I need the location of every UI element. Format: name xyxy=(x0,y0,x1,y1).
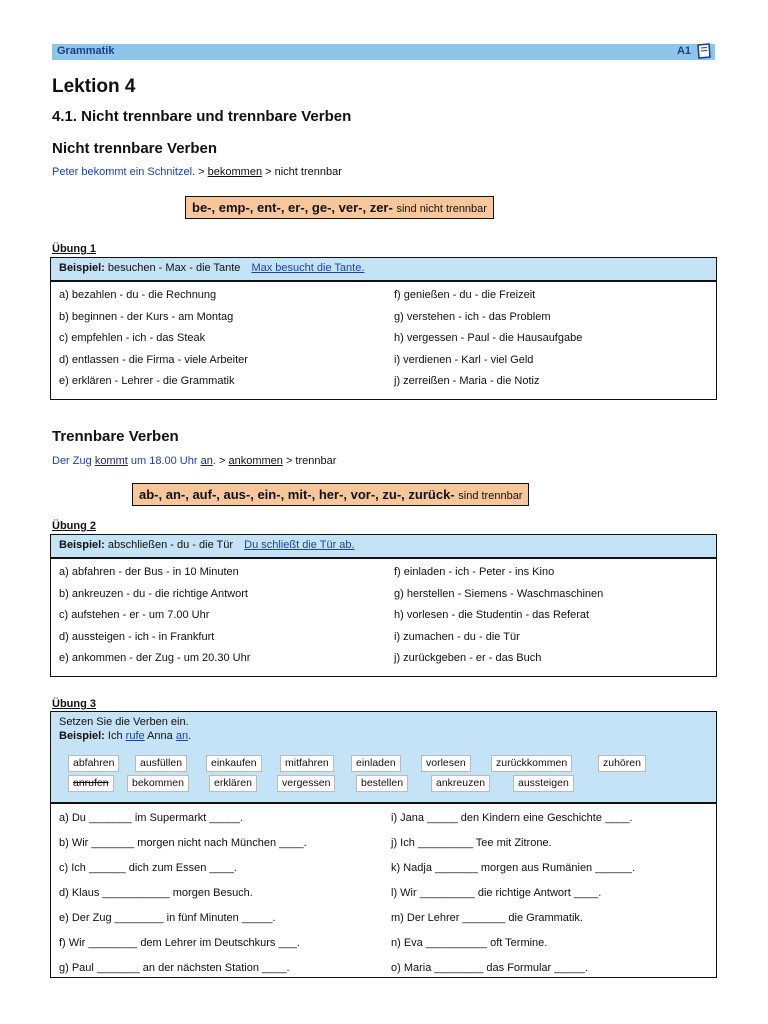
verb-chip: einladen xyxy=(351,755,401,772)
item-left: e) Der Zug ________ in fünf Minuten _____. xyxy=(59,912,276,924)
section-label: Grammatik xyxy=(57,45,115,57)
item-left: c) empfehlen - ich - das Steak xyxy=(59,332,206,344)
item-left: g) Paul _______ an der nächsten Station ____. xyxy=(59,962,290,974)
item-left: e) ankommen - der Zug - um 20.30 Uhr xyxy=(59,652,251,664)
verb-chip: ankreuzen xyxy=(431,775,490,792)
verb-chip: zurückkommen xyxy=(491,755,572,772)
item-left: d) Klaus ___________ morgen Besuch. xyxy=(59,887,253,899)
verb-chip: bestellen xyxy=(356,775,408,792)
rule-text: sind trennbar xyxy=(458,490,523,502)
lesson-title: Lektion 4 xyxy=(52,76,136,97)
item-right: g) herstellen - Siemens - Waschmaschinen xyxy=(394,587,604,600)
verb-chip: ausfüllen xyxy=(135,755,187,772)
verb-chip: mitfahren xyxy=(280,755,334,772)
level-label: A1 xyxy=(676,45,691,57)
part1-example xyxy=(52,166,342,178)
example-verb-part: kommt xyxy=(94,455,128,467)
exercise2-box xyxy=(50,534,717,677)
item-right: i) zumachen - du - die Tür xyxy=(394,630,520,643)
section-title: 4.1. Nicht trennbare und trennbare Verben xyxy=(52,108,352,125)
beispiel-verb: rufe xyxy=(125,730,145,742)
exercise2-example xyxy=(51,535,716,559)
verb-chip: aussteigen xyxy=(513,775,574,792)
example-sentence: Peter bekommt ein Schnitzel. xyxy=(52,166,196,178)
part1-title: Nicht trennbare Verben xyxy=(52,140,218,157)
example-text: um 18.00 Uhr xyxy=(130,455,198,467)
arrow: > xyxy=(198,166,205,178)
exercise3-example xyxy=(59,730,708,742)
example-text: Der Zug xyxy=(52,455,92,467)
rule-text: sind nicht trennbar xyxy=(396,203,487,215)
book-icon xyxy=(695,42,713,60)
verb-chip: vorlesen xyxy=(421,755,471,772)
item-left: a) bezahlen - du - die Rechnung xyxy=(59,289,217,301)
exercise3-box xyxy=(50,711,717,978)
item-right: h) vergessen - Paul - die Hausaufgabe xyxy=(394,332,583,344)
item-left: d) entlassen - die Firma - viele Arbeiter xyxy=(59,353,248,366)
rule-box-separable xyxy=(132,483,529,506)
rule-prefixes: be-, emp-, ent-, er-, ge-, ver-, zer- xyxy=(192,200,393,215)
item-left: b) Wir _______ morgen nicht nach München ____. xyxy=(59,837,307,849)
exercise3-header xyxy=(51,712,716,804)
example-punct: . xyxy=(212,455,216,467)
example-result: > nicht trennbar xyxy=(265,166,342,178)
item-right: n) Eva __________ oft Termine. xyxy=(391,937,548,949)
exercise1-box xyxy=(50,257,717,400)
verb-chip: vergessen xyxy=(277,775,335,792)
example-verb: ankommen xyxy=(228,455,283,467)
item-right: h) vorlesen - die Studentin - das Referat xyxy=(394,609,590,621)
item-right: l) Wir _________ die richtige Antwort ____. xyxy=(391,887,602,899)
example-prefix-part: an xyxy=(200,455,213,467)
beispiel-text: Ich xyxy=(107,730,123,742)
item-left: f) Wir ________ dem Lehrer im Deutschkurs ___. xyxy=(59,937,300,949)
header-bar xyxy=(52,44,715,60)
part2-title: Trennbare Verben xyxy=(52,428,179,445)
item-right: i) verdienen - Karl - viel Geld xyxy=(394,353,534,366)
item-right: j) zurückgeben - er - das Buch xyxy=(394,652,542,664)
item-right: f) einladen - ich - Peter - ins Kino xyxy=(394,566,555,578)
verb-chip: zuhören xyxy=(598,755,646,772)
beispiel-label: Beispiel: xyxy=(59,262,105,274)
item-right: j) zerreißen - Maria - die Notiz xyxy=(394,375,540,387)
beispiel-answer: Du schließt die Tür ab. xyxy=(244,539,355,551)
beispiel-label: Beispiel: xyxy=(59,730,105,742)
item-left: c) aufstehen - er - um 7.00 Uhr xyxy=(59,609,210,621)
example-verb: bekommen xyxy=(207,166,263,178)
verb-chip: erklären xyxy=(209,775,257,792)
item-left: a) abfahren - der Bus - in 10 Minuten xyxy=(59,566,239,578)
item-left: b) beginnen - der Kurs - am Montag xyxy=(59,310,234,323)
item-left: e) erklären - Lehrer - die Grammatik xyxy=(59,375,235,387)
beispiel-text: Anna xyxy=(147,730,173,742)
verb-chip: einkaufen xyxy=(206,755,262,772)
item-left: b) ankreuzen - du - die richtige Antwort xyxy=(59,587,248,600)
item-right: m) Der Lehrer _______ die Grammatik. xyxy=(391,912,583,924)
item-left: a) Du _______ im Supermarkt _____. xyxy=(59,812,244,824)
instruction: Setzen Sie die Verben ein. xyxy=(59,716,189,728)
arrow: > xyxy=(218,455,226,467)
beispiel-prefix: an xyxy=(175,730,189,742)
verb-chip: bekommen xyxy=(127,775,189,792)
verb-chip-used: anrufen xyxy=(68,775,114,792)
item-left: c) Ich ______ dich zum Essen ____. xyxy=(59,862,237,874)
beispiel-text: besuchen - Max - die Tante xyxy=(107,262,241,274)
item-right: o) Maria ________ das Formular _____. xyxy=(391,962,588,974)
rule-box-not-separable xyxy=(185,196,494,219)
item-left: d) aussteigen - ich - in Frankfurt xyxy=(59,630,215,643)
verb-chip: abfahren xyxy=(68,755,119,772)
exercise2-title: Übung 2 xyxy=(52,520,96,532)
beispiel-punct: . xyxy=(188,730,192,742)
rule-prefixes: ab-, an-, auf-, aus-, ein-, mit-, her-, vor-, zu-, zurück- xyxy=(139,487,455,502)
item-right: j) Ich _________ Tee mit Zitrone. xyxy=(391,837,552,849)
item-right: k) Nadja _______ morgen aus Rumänien ______. xyxy=(391,862,635,874)
item-right: i) Jana _____ den Kindern eine Geschichte ____. xyxy=(391,812,633,824)
part2-example xyxy=(52,455,336,467)
example-result: > trennbar xyxy=(285,455,337,467)
item-right: f) genießen - du - die Freizeit xyxy=(394,289,536,301)
beispiel-answer: Max besucht die Tante. xyxy=(251,262,365,274)
item-right: g) verstehen - ich - das Problem xyxy=(394,310,551,323)
beispiel-label: Beispiel: xyxy=(59,539,105,551)
beispiel-text: abschließen - du - die Tür xyxy=(107,539,234,551)
exercise3-title: Übung 3 xyxy=(52,698,96,710)
exercise1-title: Übung 1 xyxy=(52,243,96,255)
exercise1-example xyxy=(51,258,716,282)
